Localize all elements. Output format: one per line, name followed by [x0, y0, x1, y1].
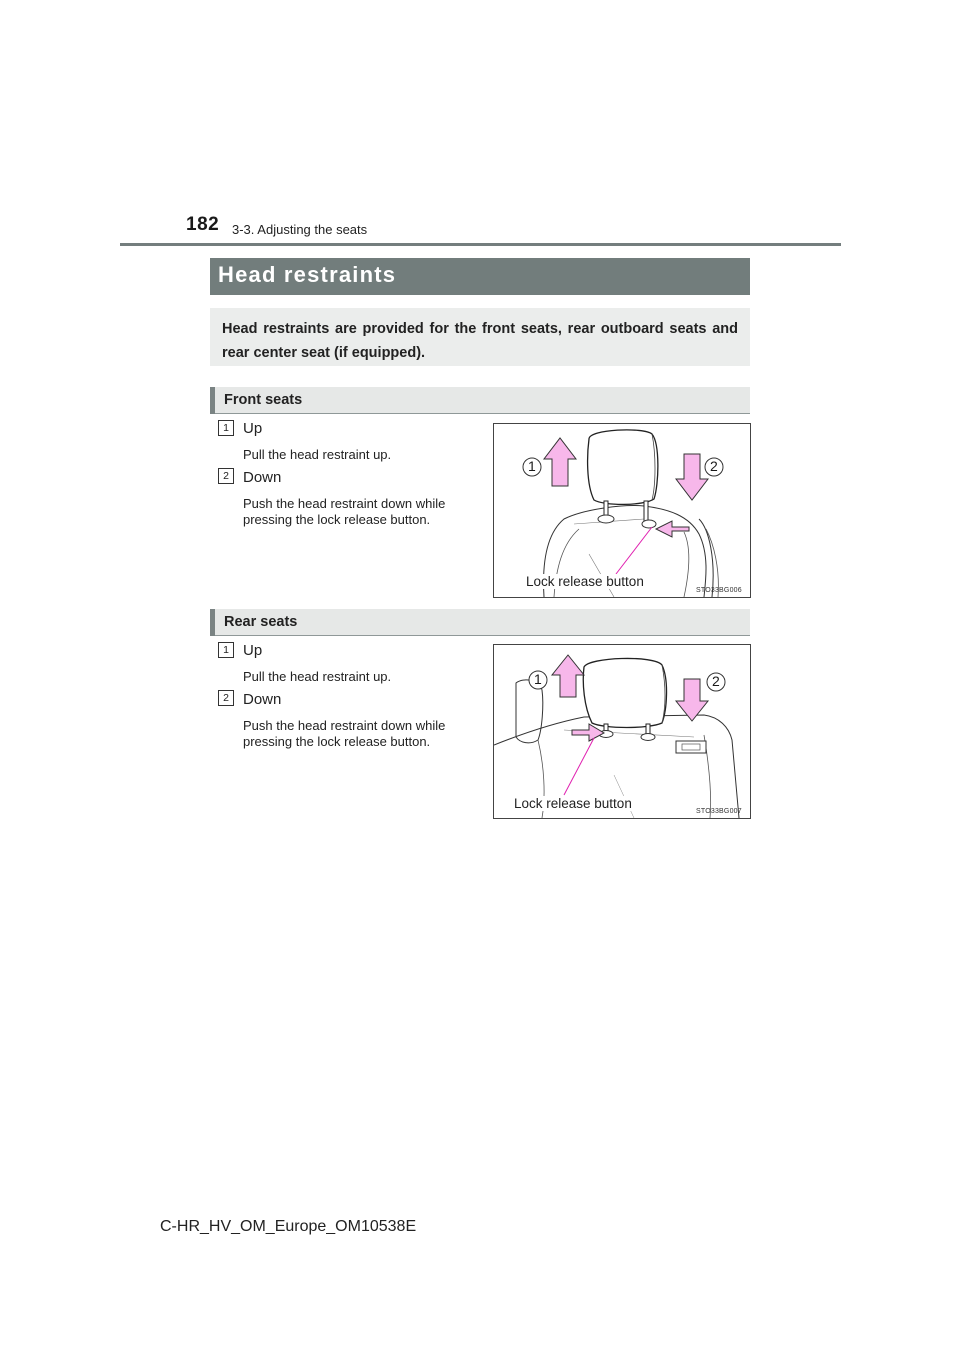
title-bar — [210, 258, 750, 295]
rear-marker-2: 2 — [712, 673, 720, 689]
section-label: 3-3. Adjusting the seats — [232, 222, 368, 237]
rear-step-1-number: 1 — [218, 642, 234, 658]
front-figure-caption: Lock release button — [526, 574, 644, 589]
rear-step-2-desc: Push the head restraint down while pressing the lock release button. — [243, 718, 446, 749]
rear-step-1-label: Up — [243, 642, 263, 659]
rear-seats-heading-bar — [210, 609, 750, 636]
front-step-2-desc: Push the head restraint down while pressing the lock release button. — [243, 496, 446, 527]
rear-marker-1: 1 — [534, 671, 542, 687]
rear-seat-figure — [493, 644, 751, 819]
front-marker-2: 2 — [710, 458, 718, 474]
front-seats-heading-bar — [210, 387, 750, 414]
rear-seats-heading: Rear seats — [224, 614, 298, 630]
page-title: Head restraints — [218, 262, 397, 287]
page-number: 182 — [186, 214, 220, 235]
intro-box — [210, 308, 750, 366]
rear-step-2-number: 2 — [218, 690, 234, 706]
front-step-2-number: 2 — [218, 468, 234, 484]
front-seat-illustration — [494, 424, 750, 597]
rear-step-2-label: Down — [243, 691, 282, 708]
rear-step-1-desc: Pull the head restraint up. — [243, 669, 392, 684]
intro-text: Head restraints are provided for the front seats, rear outboard seats and rear center seat (if equipped). — [222, 321, 738, 361]
header-rule — [120, 243, 841, 246]
front-seats-heading: Front seats — [224, 392, 303, 408]
rear-figure-code: STO33BG007 — [696, 808, 742, 815]
front-seat-figure — [493, 423, 751, 598]
front-step-1-number: 1 — [218, 420, 234, 436]
footer-document-id: C-HR_HV_OM_Europe_OM10538E — [160, 1218, 417, 1235]
front-marker-1: 1 — [528, 458, 536, 474]
front-step-2-label: Down — [243, 469, 282, 486]
rear-figure-caption: Lock release button — [514, 796, 632, 811]
front-figure-code: STO33BG006 — [696, 587, 742, 594]
front-step-1-desc: Pull the head restraint up. — [243, 447, 392, 462]
front-step-1-label: Up — [243, 420, 263, 437]
